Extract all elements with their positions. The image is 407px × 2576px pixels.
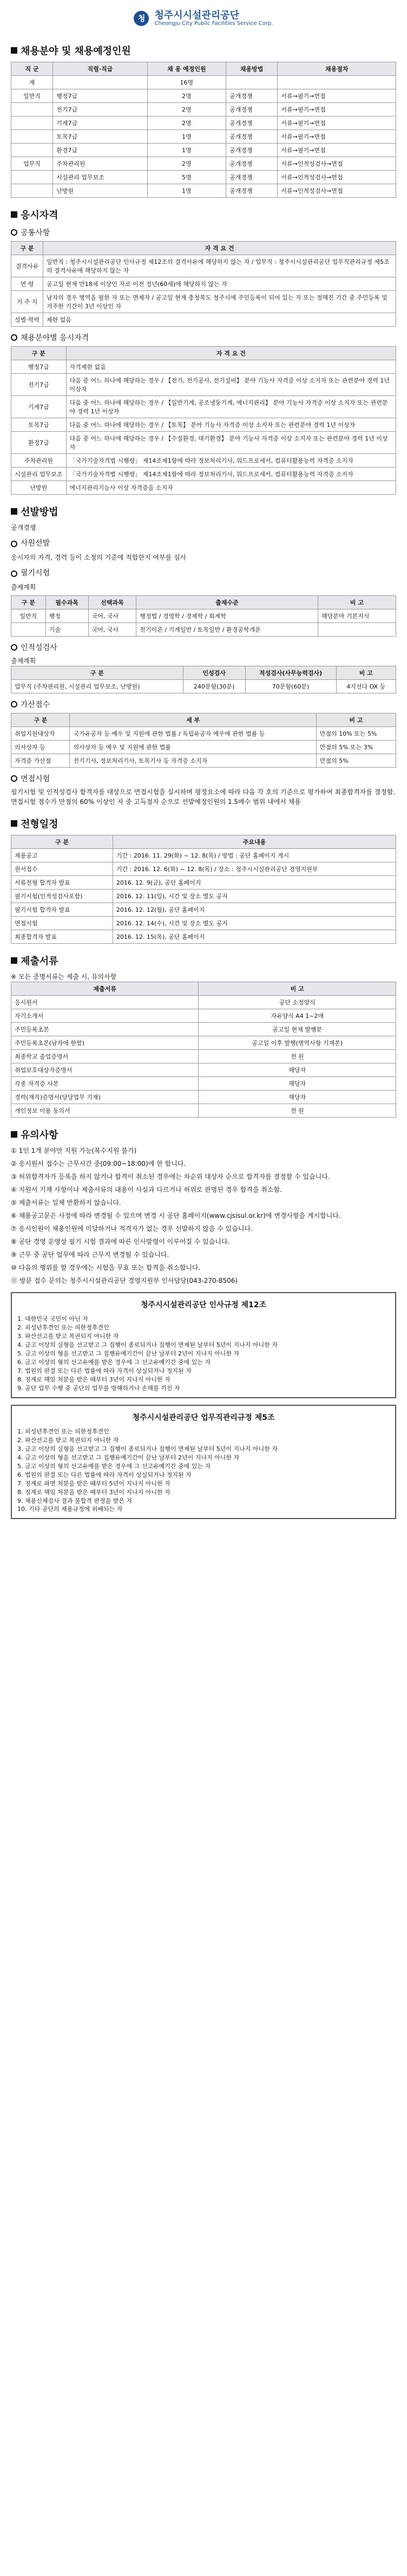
pilgi-r0-c3: 행정법 / 경영학 / 경제학 / 회계학 — [136, 609, 318, 623]
header-logo — [11, 3, 396, 34]
docs-r1-c1: 자유양식 A4 1~2매 — [199, 1009, 396, 1023]
t3-r2-c1: 다음 중 어느 하나에 해당하는 경우 / 【일반기계, 공조냉동기계, 에너지관리】 분야 기능사 자격증 이상 소지자 또는 관련분야 경력 1년 이상자 — [66, 396, 396, 418]
section-5-title: 제출서류 — [11, 953, 396, 968]
pilgi-h1: 구 분 — [11, 596, 46, 609]
rule2-item: 3. 금고 이상의 실형을 선고받고 그 집행이 종료되거나 집행이 면제된 날부터 5년이 지나지 아니한 자 — [17, 1445, 278, 1452]
table-documents — [11, 982, 396, 1118]
rule1-item: 5. 금고 이상의 형을 선고받고 그 집행유예기간이 끝난 날부터 2년이 지나지 아니한 자 — [17, 1350, 240, 1358]
pilgi-h3: 선택과목 — [88, 596, 136, 609]
t2-h1: 구 분 — [11, 242, 43, 255]
t1-r2-c3: 공개경쟁 — [226, 103, 277, 116]
sched-r4-c0: 필기시험 합격자 발표 — [11, 903, 113, 917]
sched-r0-c0: 채용공고 — [11, 849, 113, 862]
docs-r4-c1: 전 원 — [199, 1050, 396, 1063]
t1-r7-c3: 공개경쟁 — [226, 171, 277, 184]
sched-r3-c1: 2016. 12. 11(일), 시간 및 장소 별도 공지 — [113, 890, 396, 903]
section-square-icon — [11, 211, 17, 218]
s3-ias-note: 출제계획 — [11, 657, 36, 665]
sched-h1: 구 분 — [11, 835, 113, 849]
section-square-icon — [11, 957, 17, 964]
rule1-item: 7. 법원의 판결 또는 다른 법률에 따라 자격이 상실되거나 정지된 자 — [17, 1367, 192, 1374]
s3-sub4: 가산점수 — [11, 699, 396, 710]
docs-r7-c1: 해당자 — [199, 1091, 396, 1104]
t1-r1-c1: 행정7급 — [53, 89, 148, 103]
t2-r3-c1: 제한 없음 — [43, 313, 396, 327]
circle-bullet-icon — [11, 775, 17, 782]
t1-r3-c2: 2명 — [147, 116, 226, 130]
docs-r8-c0: 개인정보 이용 동의서 — [11, 1104, 199, 1118]
t2-r2-c0: 거 주 지 — [11, 291, 43, 313]
table-bonus-points — [11, 713, 396, 768]
docs-r5-c0: 취업보호대상자증명서 — [11, 1063, 199, 1077]
rule2-item: 1. 피성년후견인 또는 피한정후견인 — [17, 1428, 109, 1436]
note-item: ① 1인 1개 분야만 지원 가능(복수지원 불가) — [11, 1147, 137, 1154]
docs-r2-c1: 공고일 현재 발행분 — [199, 1023, 396, 1036]
rule2-item: 10. 기타 공단의 채용규정에 위배되는 자 — [17, 1506, 123, 1513]
circle-bullet-icon — [11, 229, 17, 236]
rule2-item: 9. 채용신체검사 결과 불합격 판정을 받은 자 — [17, 1497, 133, 1504]
logo-mark: 청 — [134, 11, 149, 26]
rule2-item: 2. 파산선고를 받고 복권되지 아니한 자 — [17, 1436, 119, 1444]
t1-r1-c3: 공개경쟁 — [226, 89, 277, 103]
bonus-r0-c1: 국가유공자 등 예우 및 지원에 관한 법률 / 독립유공자 예우에 관한 법률 등 — [70, 727, 316, 741]
pilgi-r1-c3: 전기이론 / 기계일반 / 토목일반 / 환경공학개론 — [136, 623, 318, 637]
section-1-title: 채용분야 및 채용예정인원 — [11, 43, 396, 57]
bonus-r2-c2: 만점의 5% — [316, 754, 396, 768]
table-written-test — [11, 595, 396, 637]
docs-r2-c0: 주민등록초본 — [11, 1023, 199, 1036]
rule2-title: 청주시시설관리공단 업무직관리규정 제5조 — [132, 1413, 275, 1422]
t1-r4-c3: 공개경쟁 — [226, 130, 277, 144]
note-item: ④ 지원서 기재 사항이나 제출서류의 내용이 사실과 다르거나 허위로 판명된 경우 합격을 취소함. — [11, 1186, 282, 1193]
note-item: ⑧ 공단 경영 운영상 필기 시험 결과에 따른 인사발령이 이루어질 수 있습니다. — [11, 1238, 230, 1245]
t1-r3-c3: 공개경쟁 — [226, 116, 277, 130]
logo-name: 청주시시설관리공단 — [154, 9, 239, 21]
t3-r2-c0: 기계7급 — [11, 396, 67, 418]
sched-r2-c0: 서류전형 합격자 발표 — [11, 876, 113, 890]
bonus-r2-c0: 자격증 가산점 — [11, 754, 70, 768]
docs-r0-c1: 공단 소정양식 — [199, 996, 396, 1009]
ias-h3: 적성검사(사무능력검사) — [245, 666, 336, 680]
t1-h4: 채용방법 — [226, 62, 277, 76]
section-2-title: 응시자격 — [11, 207, 396, 222]
note-item: ⑪ 방문 접수 문의는 청주시시설관리공단 경영지원부 인사담당(043-270-8506) — [11, 1277, 238, 1284]
rule1-item: 2. 피성년후견인 또는 피한정후견인 — [17, 1324, 109, 1332]
t1-r8-c1: 난방원 — [53, 184, 148, 198]
docs-r5-c1: 해당자 — [199, 1063, 396, 1077]
t1-r3-c4: 서류→필기→면접 — [278, 116, 396, 130]
note-item: ② 응시원서 접수는 근무시간 중(09:00~18:00)에 한 합니다. — [11, 1160, 186, 1167]
t1-r3-c1: 기계7급 — [53, 116, 148, 130]
t1-r4-c4: 서류→필기→면접 — [278, 130, 396, 144]
note-item: ⑦ 응시인원이 채용인원에 미달하거나 적격자가 없는 경우 선발하지 않을 수 있습니다. — [11, 1225, 253, 1232]
sched-r2-c1: 2016. 12. 9(금), 공단 홈페이지 — [113, 876, 396, 890]
t1-r5-c0 — [11, 144, 53, 157]
t3-r0-c0: 행정7급 — [11, 360, 67, 374]
rule2-item: 6. 법원의 판결 또는 다른 법률에 따라 자격이 상실되거나 정지된 자 — [17, 1471, 192, 1478]
t3-r4-c0: 환경7급 — [11, 432, 67, 454]
sched-r4-c1: 2016. 12. 12(월), 공단 홈페이지 — [113, 903, 396, 917]
rule2-item: 8. 징계로 해임 처분을 받은 때부터 3년이 지나지 아니한 자 — [17, 1488, 170, 1496]
s3-method: 공개경쟁 — [11, 524, 36, 531]
t3-r0-c1: 자격제한 없음 — [66, 360, 396, 374]
t1-r6-c3: 공개경쟁 — [226, 157, 277, 171]
circle-bullet-icon — [11, 701, 17, 708]
rule1-title: 청주시시설관리공단 인사규정 제12조 — [140, 1301, 267, 1309]
pilgi-r1-c2: 국어, 국사 — [88, 623, 136, 637]
s2-sub1: 공통사항 — [11, 227, 396, 238]
docs-r6-c1: 해당자 — [199, 1077, 396, 1091]
bonus-r1-c0: 의사상자 등 — [11, 741, 70, 754]
table-recruitment — [11, 62, 396, 198]
bonus-r2-c1: 전기기사, 정보처리기사, 토목기사 등 자격증 소지자 — [70, 754, 316, 768]
notes-list — [11, 1146, 396, 1286]
pilgi-r1-c1: 기술 — [45, 623, 88, 637]
s3-sawon-text: 응시자의 자격, 경력 등이 소정의 기준에 적합한지 여부를 심사 — [11, 554, 187, 561]
t1-r0-c4 — [278, 76, 396, 89]
t1-r6-c2: 2명 — [147, 157, 226, 171]
t3-h2: 자 격 요 건 — [66, 347, 396, 360]
ias-r0-c0: 업무직 (주차관리원, 시설관리 업무보조, 난방원) — [11, 680, 183, 693]
circle-bullet-icon — [11, 334, 17, 341]
sched-r6-c1: 2016. 12. 15(목), 공단 홈페이지 — [113, 930, 396, 944]
interview-text: 필기시험 및 인적성검사 합격자를 대상으로 면접시험을 실시하며 평정요소에 따라 다음 각 호의 기준으로 평가하여 최종합격자를 결정함. 면접시험 점수가 만점의 60% 이상인 자 중 고득점자 순으로 선발예정인원의 1.5배수 범위 내에서 채용 — [11, 788, 396, 806]
t1-r0-c1 — [53, 76, 148, 89]
t3-r1-c1: 다음 중 어느 하나에 해당하는 경우 / 【전기, 전기공사, 전기설비】 분야 기능사 자격증 이상 소지자 또는 관련분야 경력 1년 이상자 — [66, 374, 396, 396]
t1-r7-c1: 시설관리 업무보조 — [53, 171, 148, 184]
t3-r3-c0: 토목7급 — [11, 418, 67, 432]
pilgi-r1-c4 — [318, 623, 396, 637]
ias-r0-c1: 240문항(30분) — [183, 680, 245, 693]
note-item: ⑥ 채용공고문은 사정에 따라 변경될 수 있으며 변경 시 공단 홈페이지(www.cjsisul.or.kr)에 변경사항을 게시합니다. — [11, 1212, 341, 1219]
t3-r5-c1: 「국가기술자격법 시행령」 제14조제1항에 따라 정보처리기사, 워드프로세서, 컴퓨터활용능력 자격증 소지자 — [66, 454, 396, 468]
logo-text — [154, 10, 273, 27]
t1-r7-c0 — [11, 171, 53, 184]
t1-r6-c4: 서류→인적성검사→면접 — [278, 157, 396, 171]
t1-r4-c0 — [11, 130, 53, 144]
t1-r6-c0: 업무직 — [11, 157, 53, 171]
rule-box-work — [11, 1405, 396, 1520]
note-item: ⑩ 다음의 행위를 할 경우에는 시험을 무효 또는 합격을 취소합니다. — [11, 1264, 201, 1271]
ias-r0-c2: 70문항(60분) — [245, 680, 336, 693]
t1-r0-c3 — [226, 76, 277, 89]
t1-r4-c2: 1명 — [147, 130, 226, 144]
t1-r2-c0 — [11, 103, 53, 116]
ias-h2: 인성검사 — [183, 666, 245, 680]
pilgi-h5: 비 고 — [318, 596, 396, 609]
table-field-requirements — [11, 346, 396, 495]
s3-sub2: 필기시험 — [11, 568, 396, 579]
t1-r5-c4: 서류→필기→면접 — [278, 144, 396, 157]
t2-r2-c1: 남자의 경우 병역을 필한 자 또는 면제자 / 공고일 현재 충청북도 청주시에 주민등록이 되어 있는 자 또는 정해진 기간 중 주민등록 및 거주한 기간이 3년 이상인 자 — [43, 291, 396, 313]
bonus-r0-c0: 취업지원대상자 — [11, 727, 70, 741]
docs-note: ※ 모든 증명서류는 제출 시, 유의사항 — [11, 973, 117, 981]
s3-intro — [11, 523, 396, 592]
t2-r1-c0: 연 령 — [11, 277, 43, 291]
pilgi-h2: 필수과목 — [45, 596, 88, 609]
rule2-item: 4. 금고 이상의 형을 선고받고 그 집행유예기간이 끝난 날부터 2년이 지나지 아니한 자 — [17, 1454, 240, 1461]
pilgi-h4: 출제수준 — [136, 596, 318, 609]
rule1-item: 1. 대한민국 국민이 아닌 자 — [17, 1315, 88, 1323]
rule1-item: 4. 금고 이상의 실형을 선고받고 그 집행이 종료되거나 집행이 면제된 날부터 5년이 지나지 아니한 자 — [17, 1341, 278, 1349]
t1-r2-c1: 전기7급 — [53, 103, 148, 116]
table-aptitude-test — [11, 666, 396, 693]
t2-h2: 자 격 요 건 — [43, 242, 396, 255]
note-item: ⑨ 근무 중 공단 업무에 따라 근무지 변경될 수 있습니다. — [11, 1251, 169, 1258]
t3-r5-c0: 주차관리원 — [11, 454, 67, 468]
pilgi-r1-c0 — [11, 623, 46, 637]
ias-h1: 구 분 — [11, 666, 183, 680]
section-square-icon — [11, 508, 17, 515]
logo-subtitle: Cheongju City Public Facilities Service Corp. — [154, 21, 273, 27]
sched-r1-c1: 기간 : 2016. 12. 6(화) ~ 12. 8(목) / 장소 : 청주시시설관리공단 경영지원부 — [113, 862, 396, 876]
docs-r1-c0: 자기소개서 — [11, 1009, 199, 1023]
t1-r2-c2: 2명 — [147, 103, 226, 116]
page — [0, 3, 407, 1519]
circle-bullet-icon — [11, 644, 17, 651]
docs-h2: 비 고 — [199, 982, 396, 996]
pilgi-r0-c2: 국어, 국사 — [88, 609, 136, 623]
t1-r6-c1: 주차관리원 — [53, 157, 148, 171]
t1-r1-c4: 서류→필기→면접 — [278, 89, 396, 103]
sched-r0-c1: 기간 : 2016. 11. 29(화) ~ 12. 8(목) / 방법 : 공단 홈페이지 게시 — [113, 849, 396, 862]
s3-sub1: 사원선발 — [11, 538, 396, 549]
circle-bullet-icon — [11, 541, 17, 547]
t3-r1-c0: 전기7급 — [11, 374, 67, 396]
rule1-item: 8. 징계로 해임 처분을 받은 때부터 3년이 지나지 아니한 자 — [17, 1375, 170, 1383]
docs-r6-c0: 각종 자격증 사본 — [11, 1077, 199, 1091]
t3-r7-c1: 에너지관리기능사 이상 자격증을 소지자 — [66, 481, 396, 495]
docs-r7-c0: 경력(재직)증명서(당당업무 기재) — [11, 1091, 199, 1104]
table-schedule — [11, 835, 396, 944]
t1-r8-c3: 공개경쟁 — [226, 184, 277, 198]
pilgi-r0-c4: 해당분야 기본지식 — [318, 609, 396, 623]
t3-r4-c1: 다음 중 어느 하나에 해당하는 경우 / 【수질환경, 대기환경】 분야 기능사 자격증 이상 소지자 또는 관련분야 경력 1년 이상자 — [66, 432, 396, 454]
t1-h1: 직 군 — [11, 62, 53, 76]
t1-h3: 채 용 예정인원 — [147, 62, 226, 76]
t3-r6-c0: 시설관리 업무보조 — [11, 468, 67, 481]
s2-sub2: 채용분야별 응시자격 — [11, 332, 396, 343]
s3-sub3: 인적성검사 — [11, 642, 396, 653]
ias-r0-c3: 4지선다 OX 등 — [336, 680, 396, 693]
docs-r4-c0: 최종학교 졸업증명서 — [11, 1050, 199, 1063]
rule-box-personnel — [11, 1292, 396, 1398]
t2-r1-c1: 공고일 현재 만18세 이상인 자로 이전 정년(60세)에 해당하지 않는 자 — [43, 277, 396, 291]
t1-r2-c4: 서류→필기→면접 — [278, 103, 396, 116]
s3-pilgi-note: 출제계획 — [11, 583, 36, 591]
sched-r5-c1: 2016. 12. 14(수), 시간 및 장소 별도 공지 — [113, 917, 396, 930]
t1-r1-c2: 2명 — [147, 89, 226, 103]
t1-r1-c0: 일반직 — [11, 89, 53, 103]
bonus-h1: 구 분 — [11, 713, 70, 727]
circle-bullet-icon — [11, 570, 17, 577]
bonus-h2: 세 부 — [70, 713, 316, 727]
docs-h1: 제출서류 — [11, 982, 199, 996]
docs-r0-c0: 응시원서 — [11, 996, 199, 1009]
docs-r3-c1: 공고일 이후 발행(병역사항 기재본) — [199, 1036, 396, 1050]
t1-r8-c0 — [11, 184, 53, 198]
sched-r3-c0: 필기시험(인적성검사포함) — [11, 890, 113, 903]
section-square-icon — [11, 1131, 17, 1138]
sched-r6-c0: 최종합격자 발표 — [11, 930, 113, 944]
t1-r8-c2: 1명 — [147, 184, 226, 198]
rule2-item: 5. 금고 이상의 형의 선고유예를 받은 경우에 그 선고유예기간 중에 있는 자 — [17, 1462, 211, 1470]
rule1-item: 6. 금고 이상의 형의 선고유예를 받은 경우에 그 선고유예기간 중에 있는 자 — [17, 1358, 211, 1366]
rule2-item: 7. 징계로 파면 처분을 받은 때부터 5년이 지나지 아니한 자 — [17, 1480, 170, 1487]
t1-r5-c1: 환경7급 — [53, 144, 148, 157]
pilgi-r0-c0: 일반직 — [11, 609, 46, 623]
t1-r8-c4: 서류→인적성검사→면접 — [278, 184, 396, 198]
table-common-requirements — [11, 241, 396, 327]
sched-r1-c0: 원서접수 — [11, 862, 113, 876]
rule1-item: 3. 파산선고를 받고 복권되지 아니한 자 — [17, 1333, 119, 1340]
bonus-r1-c2: 만점의 5% 또는 3% — [316, 741, 396, 754]
t1-h5: 채용절차 — [278, 62, 396, 76]
t2-r3-c0: 성별·학력 — [11, 313, 43, 327]
t1-r5-c3: 공개경쟁 — [226, 144, 277, 157]
rule1-item: 9. 공단 업무 수행 중 공단의 업무를 방해하거나 손해를 끼친 자 — [17, 1384, 180, 1392]
t3-h1: 구 분 — [11, 347, 67, 360]
t3-r6-c1: 「국가기술자격법 시행령」 제14조제1항에 따라 정보처리기사, 워드프로세서, 컴퓨터활용능력 자격증 소지자 — [66, 468, 396, 481]
t2-r0-c0: 결격사유 — [11, 255, 43, 277]
docs-r3-c0: 주민등록초본(남자에 한함) — [11, 1036, 199, 1050]
t1-h2: 직렬·직급 — [53, 62, 148, 76]
t1-r7-c2: 5명 — [147, 171, 226, 184]
section-4-title: 전형일정 — [11, 816, 396, 830]
docs-r8-c1: 전 원 — [199, 1104, 396, 1118]
t3-r7-c0: 난방원 — [11, 481, 67, 495]
t1-r7-c4: 서류→인적성검사→면접 — [278, 171, 396, 184]
s3-sub5: 면접시험 — [11, 773, 396, 784]
section-6-title: 유의사항 — [11, 1127, 396, 1141]
section-square-icon — [11, 47, 17, 54]
t1-r0-c0: 계 — [11, 76, 53, 89]
ias-h4: 비 고 — [336, 666, 396, 680]
sched-r5-c0: 면접시험 — [11, 917, 113, 930]
sched-h2: 주요내용 — [113, 835, 396, 849]
bonus-r0-c2: 만점의 10% 또는 5% — [316, 727, 396, 741]
t1-r4-c1: 토목7급 — [53, 130, 148, 144]
section-square-icon — [11, 820, 17, 827]
t3-r3-c1: 다음 중 어느 하나에 해당하는 경우 / 【토목】 분야 기능사 자격증 이상 소지자 또는 관련분야 경력 1년 이상자 — [66, 418, 396, 432]
t1-r5-c2: 1명 — [147, 144, 226, 157]
note-item: ③ 허위합격자가 등록을 하지 않거나 합격이 취소된 경우에는 차순위 대상자 순으로 합격자를 결정할 수 있습니다. — [11, 1173, 330, 1180]
section-3-title: 선발방법 — [11, 504, 396, 518]
note-item: ⑤ 제출서류는 일체 반환하지 않습니다. — [11, 1199, 121, 1206]
t2-r0-c1: 일반직 : 청주시시설관리공단 인사규정 제12조의 결격사유에 해당하지 않는 자 / 업무직 : 청주시시설관리공단 업무직관리규정 제5조의 결격사유에 해당하지 않는 자 — [43, 255, 396, 277]
pilgi-r0-c1: 행정 — [45, 609, 88, 623]
bonus-r1-c1: 의사상자 등 예우 및 지원에 관한 법률 — [70, 741, 316, 754]
bonus-h3: 비 고 — [316, 713, 396, 727]
t1-r3-c0 — [11, 116, 53, 130]
t1-r0-c2: 16명 — [147, 76, 226, 89]
